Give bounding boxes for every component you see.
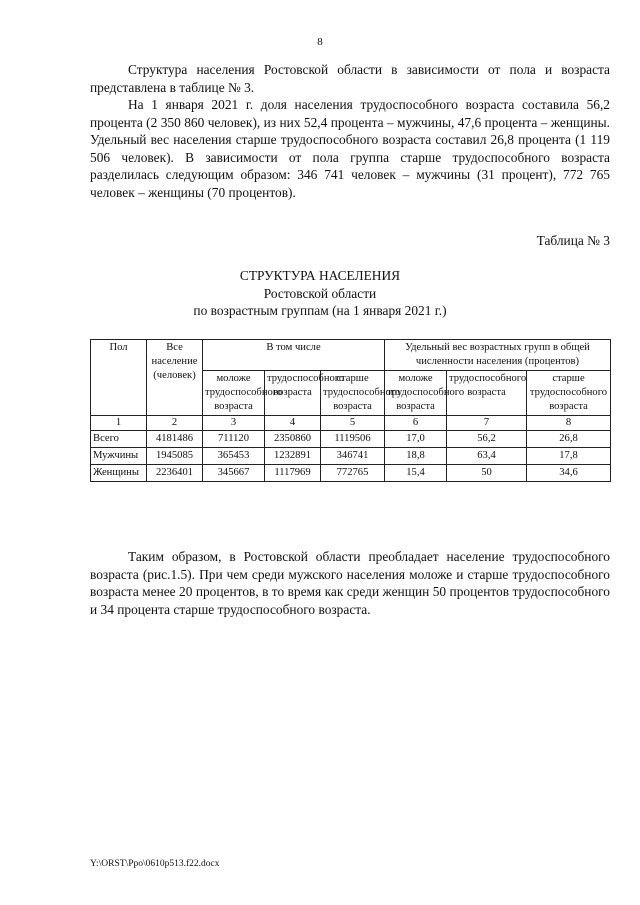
page-number: 8: [317, 36, 323, 48]
cell-working-pct: 63,4: [447, 448, 527, 465]
table-row-men: [91, 448, 611, 465]
table-row-total: [91, 431, 611, 448]
cell-younger: 711120: [203, 431, 265, 448]
table-title: [0, 267, 640, 320]
column-number: 3: [203, 416, 265, 431]
column-number: 7: [447, 416, 527, 431]
header-older-pct: старше трудоспособного возраста: [527, 371, 611, 416]
cell-older: 1119506: [321, 431, 385, 448]
cell-working-pct: 56,2: [447, 431, 527, 448]
cell-working-pct: 50: [447, 465, 527, 482]
column-number-row: [91, 416, 611, 431]
cell-younger: 345667: [203, 465, 265, 482]
header-younger: моложе трудоспособного возраста: [203, 371, 265, 416]
column-number: 8: [527, 416, 611, 431]
cell-total: 4181486: [147, 431, 203, 448]
column-number: 2: [147, 416, 203, 431]
cell-older-pct: 34,6: [527, 465, 611, 482]
header-younger-pct: моложе трудоспособного возраста: [385, 371, 447, 416]
cell-older: 346741: [321, 448, 385, 465]
header-share: Удельный вес возрастных групп в общей численности населения (процентов): [385, 340, 611, 371]
cell-older: 772765: [321, 465, 385, 482]
table-row-women: [91, 465, 611, 482]
cell-younger-pct: 17,0: [385, 431, 447, 448]
cell-older-pct: 17,8: [527, 448, 611, 465]
column-number: 5: [321, 416, 385, 431]
population-table: [90, 339, 611, 482]
cell-younger-pct: 18,8: [385, 448, 447, 465]
header-working: трудоспособного возраста: [265, 371, 321, 416]
table-title-line-3: по возрастным группам (на 1 января 2021 г.): [193, 303, 447, 318]
cell-working: 2350860: [265, 431, 321, 448]
header-total: Все население (человек): [147, 340, 203, 416]
table-title-line-2: Ростовской области: [263, 285, 377, 301]
cell-younger: 365453: [203, 448, 265, 465]
cell-total: 2236401: [147, 465, 203, 482]
header-sex: Пол: [91, 340, 147, 416]
paragraph-conclusion: Таким образом, в Ростовской области преобладает население трудоспособного возраста (рис.1.5). При чем среди мужского населения моложе и старше трудоспособного возраста менее 20 процентов, в то время как среди женщин 50 процентов трудоспособного и 34 процента старше трудоспособного возраста.: [90, 549, 610, 617]
header-including: В том числе: [203, 340, 385, 371]
header-older: старше трудоспособного возраста: [321, 371, 385, 416]
row-label: Всего: [91, 431, 147, 448]
column-number: 1: [91, 416, 147, 431]
cell-working: 1232891: [265, 448, 321, 465]
footer-file-path: Y:\ORST\Ppo\0610p513.f22.docx: [90, 859, 220, 869]
cell-working: 1117969: [265, 465, 321, 482]
table-label: Таблица № 3: [536, 233, 610, 248]
paragraph-statistics: На 1 января 2021 г. доля населения трудоспособного возраста составила 56,2 процента (2 350 860 человек), из них 52,4 процента – мужчины, 47,6 процента – женщины. Удельный вес населения старше трудоспособного возраста составил 26,8 процента (1 119 506 человек). В зависимости от пола группа старше трудоспособного возраста разделилась следующим образом: 346 741 человек – мужчины (31 процент), 772 765 человек – женщины (70 процентов).: [90, 97, 610, 200]
cell-younger-pct: 15,4: [385, 465, 447, 482]
cell-older-pct: 26,8: [527, 431, 611, 448]
paragraph-intro: Структура населения Ростовской области в зависимости от пола и возраста представлена в таблице № 3.: [90, 62, 610, 95]
column-number: 4: [265, 416, 321, 431]
row-label: Женщины: [91, 465, 147, 482]
cell-total: 1945085: [147, 448, 203, 465]
header-working-pct: трудоспособного возраста: [447, 371, 527, 416]
column-number: 6: [385, 416, 447, 431]
table-title-line-1: СТРУКТУРА НАСЕЛЕНИЯ: [239, 268, 401, 283]
row-label: Мужчины: [91, 448, 147, 465]
